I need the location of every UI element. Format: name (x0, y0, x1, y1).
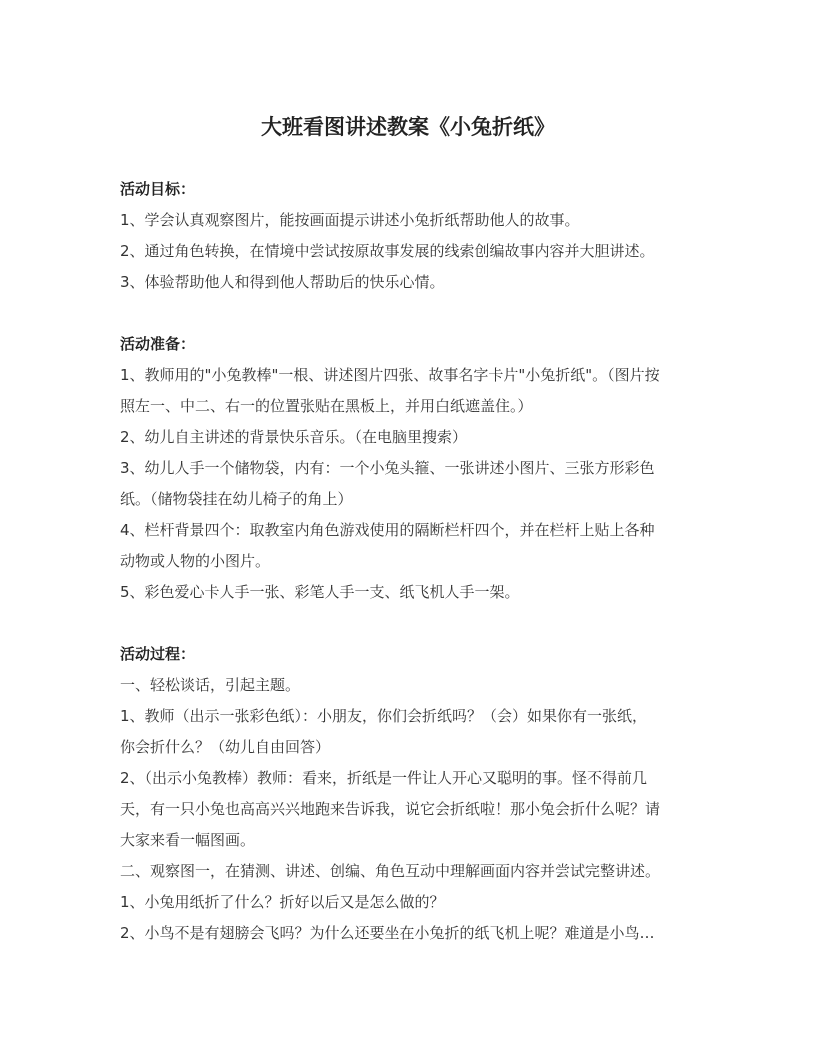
preparation-line: 5、彩色爱心卡人手一张、彩笔人手一支、纸飞机人手一架。 (120, 583, 520, 601)
process-line: 2、小鸟不是有翅膀会飞吗？为什么还要坐在小兔折的纸飞机上呢？难道是小鸟… (120, 924, 655, 942)
section-spacer (120, 298, 698, 329)
process-section (120, 639, 698, 949)
preparation-line: 1、教师用的"小兔教棒"一根、讲述图片四张、故事名字卡片"小兔折纸"。（图片按 (120, 366, 660, 384)
section-spacer (120, 608, 698, 639)
document-title: 大班看图讲述教案《小兔折纸》 (261, 114, 555, 139)
preparation-line: 4、栏杆背景四个：取教室内角色游戏使用的隔断栏杆四个，并在栏杆上贴上各种 (120, 521, 655, 539)
preparation-section (120, 329, 698, 608)
preparation-line: 动物或人物的小图片。 (120, 552, 271, 570)
preparation-line: 纸。（储物袋挂在幼儿椅子的角上） (120, 490, 353, 508)
process-line: 大家来看一幅图画。 (120, 831, 256, 849)
process-line: 2、（出示小兔教棒）教师：看来，折纸是一件让人开心又聪明的事。怪不得前几 (120, 769, 648, 787)
goals-line: 1、学会认真观察图片，能按画面提示讲述小兔折纸帮助他人的故事。 (120, 211, 580, 229)
goals-line: 2、通过角色转换，在情境中尝试按原故事发展的线索创编故事内容并大胆讲述。 (120, 242, 655, 260)
document-body (120, 174, 698, 949)
process-line: 二、观察图一，在猜测、讲述、创编、角色互动中理解画面内容并尝试完整讲述。 (120, 862, 661, 880)
goals-section (120, 174, 698, 298)
process-line: 1、教师（出示一张彩色纸）：小朋友，你们会折纸吗？（会）如果你有一张纸， (120, 707, 648, 725)
preparation-line: 照左一、中二、右一的位置张贴在黑板上，并用白纸遮盖住。） (120, 397, 533, 415)
goals-line: 3、体验帮助他人和得到他人帮助后的快乐心情。 (120, 273, 445, 291)
process-line: 一、轻松谈话，引起主题。 (120, 676, 301, 694)
process-heading: 活动过程： (120, 645, 196, 663)
preparation-line: 3、幼儿人手一个储物袋，内有：一个小兔头箍、一张讲述小图片、三张方形彩色 (120, 459, 655, 477)
preparation-heading: 活动准备： (120, 335, 196, 353)
process-line: 1、小兔用纸折了什么？折好以后又是怎么做的？ (120, 893, 445, 911)
process-line: 天，有一只小兔也高高兴兴地跑来告诉我，说它会折纸啦！那小兔会折什么呢？请 (120, 800, 661, 818)
process-line: 你会折什么？（幼儿自由回答） (120, 738, 331, 756)
goals-heading: 活动目标： (120, 180, 196, 198)
preparation-line: 2、幼儿自主讲述的背景快乐音乐。（在电脑里搜索） (120, 428, 468, 446)
